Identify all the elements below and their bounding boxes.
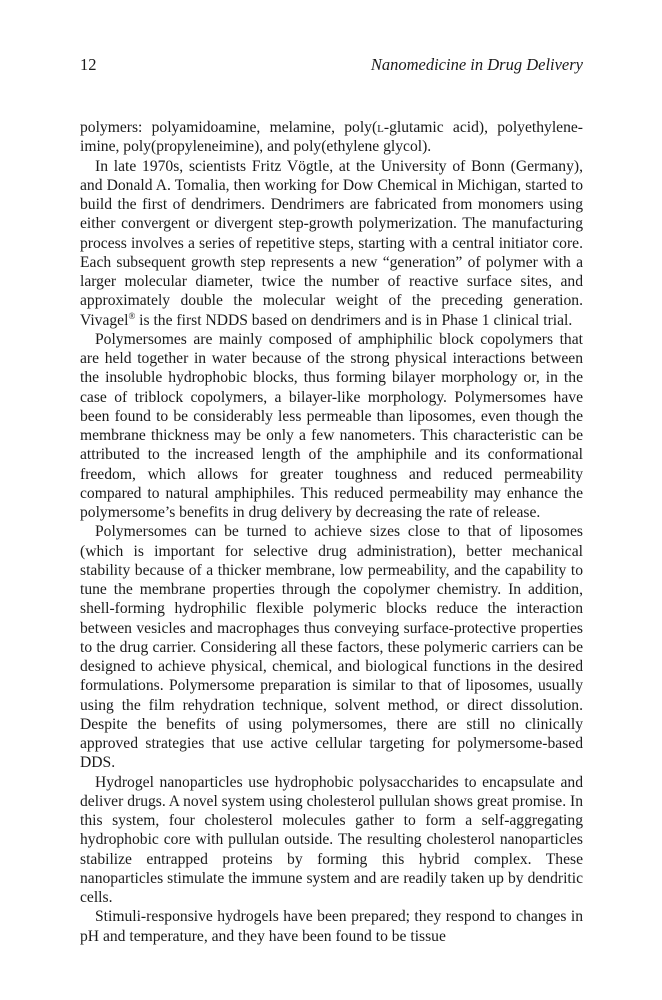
paragraph-hydrogel: Hydrogel nanoparticles use hydrophobic polysaccharides to encapsulate and deliver drugs. A novel system using cholesterol pullulan shows great promise. In this system, four cholesterol molecules gather to form a self-aggregating hydrophobic core with pullulan outside. The resulting cholesterol nanoparticles stabilize entrapped proteins by forming this hybrid complex. These nanoparticles stimulate the immune system and are readily taken up by dendritic cells. [80, 773, 583, 906]
paragraph-text: -glutamic acid), polyethyleneimine, poly(propyleneimine), and poly(ethylene glycol). [80, 119, 583, 156]
page-number: 12 [80, 55, 97, 74]
paragraph-continued [80, 118, 583, 157]
paragraph-text: In late 1970s, scientists Fritz Vögtle, at the University of Bonn (Germany), and Donald A. Tomalia, then working for Dow Chemical in Michigan, started to build the first of dendrimers. Dendrimers are fabricated from monomers using either convergent or divergent step-growth polymerization. The manufacturing process involves a series of repetitive steps, starting with a central initiator core. Each subsequent growth step represents a new “generation” of polymer with a larger molecular diameter, twice the number of reactive surface sites, and approximately double the molecular weight of the preceding generation. Vivagel [80, 157, 583, 329]
paragraph-polymersomes: Polymersomes are mainly composed of amphiphilic block copolymers that are held together in water because of the strong physical interactions between the insoluble hydrophobic blocks, thus forming bilayer morphology or, in the case of triblock copolymers, a bilayer-like morphology. Polymersomes have been found to be considerably less permeable than liposomes, even though the membrane thickness may be only a few nanometers. This characteristic can be attributed to the increased length of the amphiphile and its conformational freedom, which allows for greater toughness and reduced permeability compared to natural amphiphiles. This reduced permeability may enhance the polymersome’s benefits in drug delivery by decreasing the rate of release. [80, 330, 583, 521]
paragraph-text: polymers: polyamidoamine, melamine, poly( [80, 119, 378, 136]
running-header [80, 55, 583, 79]
running-title: Nanomedicine in Drug Delivery [370, 55, 583, 74]
paragraph-dendrimers [80, 157, 583, 330]
registered-mark: ® [128, 310, 136, 321]
body-text [80, 118, 583, 946]
paragraph-stimuli-responsive: Stimuli-responsive hydrogels have been prepared; they respond to changes in pH and temperature, and they have been found to be tissue [80, 908, 583, 945]
small-caps-letter: l [377, 119, 384, 136]
paragraph-text: is the first NDDS based on dendrimers and is in Phase 1 clinical trial. [135, 311, 573, 329]
paragraph-polymersomes-properties: Polymersomes can be turned to achieve sizes close to that of liposomes (which is important for selective drug administration), better mechanical stability because of a thicker membrane, low permeability, and the capability to tune the membrane properties through the copolymer chemistry. In addition, shell-forming hydrophilic flexible polymeric blocks reduce the interaction between vesicles and macrophages thus conveying surface-protective properties to the drug carrier. Considering all these factors, these polymeric carriers can be designed to achieve physical, chemical, and biological functions in the desired formulations. Polymersome preparation is similar to that of liposomes, usually using the film rehydration technique, solvent method, or direct dissolution. Despite the benefits of using polymersomes, there are still no clinically approved strategies that use active cellular targeting for polymersome-based DDS. [80, 523, 583, 772]
